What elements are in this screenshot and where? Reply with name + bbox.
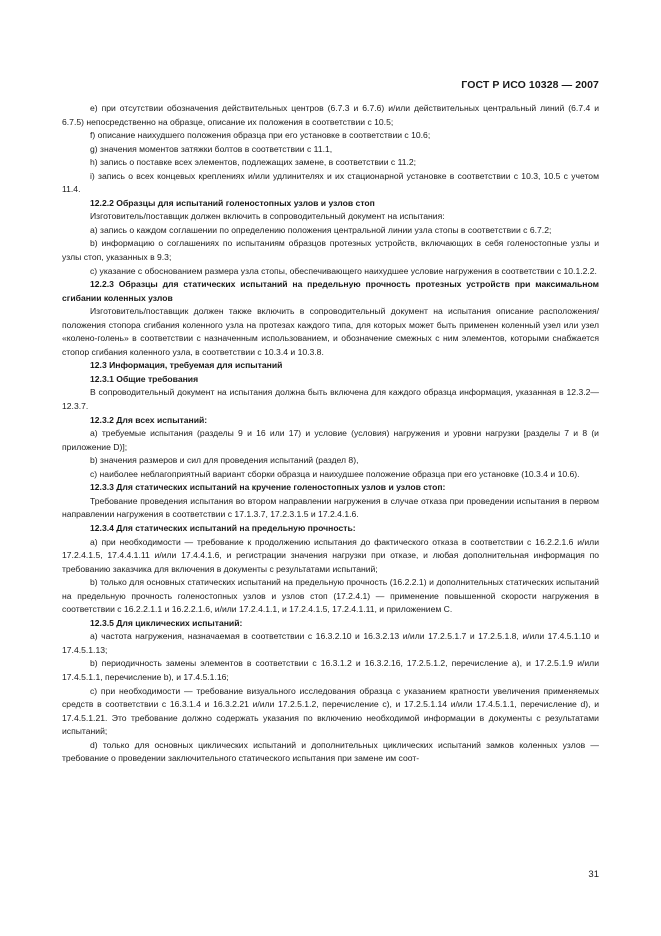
body-paragraph: g) значения моментов затяжки болтов в соответствии с 11.1, bbox=[90, 143, 333, 154]
body-paragraph: a) запись о каждом соглашении по определению положения центральной линии узла стопы в соответствии с 6.7.2; bbox=[90, 224, 552, 235]
section-heading: 12.3.2 Для всех испытаний: bbox=[90, 414, 208, 425]
body-paragraph: b) значения размеров и сил для проведения испытаний (раздел 8), bbox=[90, 455, 359, 466]
body-paragraph: c) при необходимости — требование визуального исследования образца с указанием кратности увеличения применяемых средств в соответствии с 16.3.1.4 и 16.3.2.21 и/или 17.2.5.1.2, перечисление c), и 17.2.5.1.14 и/или 17.4.5.1.1, перечисление d), и 17.4.5.1.21. Это требование должно содержать указания по включению необходимой информации в документы с результатами испытаний; bbox=[62, 685, 599, 737]
body-paragraph: В сопроводительный документ на испытания должна быть включена для каждого образца информация, указанная в 12.3.2—12.3.7. bbox=[62, 387, 599, 412]
page-number: 31 bbox=[588, 869, 599, 880]
section-heading: 12.3.3 Для статических испытаний на кручение голеностопных узлов и узлов стоп: bbox=[90, 482, 446, 493]
body-paragraph: b) периодичность замены элементов в соответствии с 16.3.1.2 и 16.3.2.16, 17.2.5.1.2, перечисление а), и 17.2.5.1.9 и/или 17.4.5.1.1, перечисление b), и 17.4.5.1.16; bbox=[62, 658, 599, 682]
section-heading: 12.3.4 Для статических испытаний на предельную прочность: bbox=[90, 522, 356, 533]
section-heading: 12.3 Информация, требуемая для испытаний bbox=[90, 360, 283, 371]
body-paragraph: d) только для основных циклических испытаний и дополнительных циклических испытаний замков коленных узлов — требование о проведении заключительного статического испытания при замене им соот- bbox=[62, 739, 599, 764]
body-paragraph: b) информацию о соглашениях по испытаниям образцов протезных устройств, включающих в себя голеностопные узлы и узлы стоп, указанных в 9.3; bbox=[62, 238, 599, 263]
body-paragraph: Изготовитель/поставщик должен также включить в сопроводительный документ на испытания описание расположения/положения стопора сгибания коленного узла на протезах каждого типа, для которых может быть применен коленный узел или узел «колено-голень» в соответствии с назначенным использованием, и обозначение смежных с ним элементов, которыми снабжается стопор сгибания коленного узла, в соответствии с 10.3.4 и 10.3.8. bbox=[62, 306, 599, 357]
body-paragraph: b) только для основных статических испытаний на предельную прочность (16.2.2.1) и дополнительных статических испытаний на предельную прочность голеностопных узлов и узлов стоп (17.2.4.1) — применение повышенной скорости нагружения в соответствии с 16.2.2.1.1 и 16.2.2.1.6, и/или 17.2.4.1.1, и 17.2.4.1.5, 17.2.4.1.11, и приложением C. bbox=[62, 577, 599, 615]
document-header: ГОСТ Р ИСО 10328 — 2007 bbox=[461, 79, 599, 91]
document-body bbox=[62, 102, 599, 766]
body-paragraph: Требование проведения испытания во втором направлении нагружения в случае отказа при проведении испытания в первом направлении нагружения в соответствии с 17.1.3.7, 17.2.3.1.5 и 17.2.4.1.6. bbox=[62, 495, 599, 520]
body-paragraph: a) частота нагружения, назначаемая в соответствии с 16.3.2.10 и 16.3.2.13 и/или 17.2.5.1.7 и 17.2.5.1.8, и/или 17.4.5.1.10 и 17.4.5.1.13; bbox=[62, 631, 599, 655]
section-heading: 12.2.3 Образцы для статических испытаний на предельную прочность протезных устройств при максимальном сгибании коленных узлов bbox=[62, 279, 599, 303]
body-paragraph: Изготовитель/поставщик должен включить в сопроводительный документ на испытания: bbox=[90, 211, 445, 222]
body-paragraph: a) требуемые испытания (разделы 9 и 16 или 17) и условие (условия) нагружения и уровни нагрузки [разделы 7 и 8 (и приложение D)]; bbox=[62, 428, 599, 452]
body-paragraph: c) наиболее неблагоприятный вариант сборки образца и наихудшее положение образца при его установке (10.3.4 и 10.6). bbox=[90, 468, 580, 479]
body-paragraph: i) запись о всех концевых креплениях и/или удлинителях и их стационарной установке в соответствии с 10.3, 10.5 с учетом 11.4. bbox=[62, 170, 599, 195]
body-paragraph: e) при отсутствии обозначения действительных центров (6.7.3 и 6.7.6) и/или действительных центральный линий (6.7.4 и 6.7.5) непосредственно на образце, описание их положения в соответствии с 10.5; bbox=[62, 103, 599, 127]
section-heading: 12.3.1 Общие требования bbox=[90, 373, 199, 384]
body-paragraph: h) запись о поставке всех элементов, подлежащих замене, в соответствии с 11.2; bbox=[90, 157, 417, 168]
body-paragraph: a) при необходимости — требование к продолжению испытания до фактического отказа в соответствии с 16.2.2.1.6 и/или 17.2.4.1.5, 17.4.4.1.11 и/или 17.4.4.1.6, и регистрации значения нагрузки при отказе, и любая дополнительная информация по требованию заказчика для включения в документы с результатами испытаний; bbox=[62, 536, 599, 574]
section-heading: 12.3.5 Для циклических испытаний: bbox=[90, 617, 243, 628]
section-heading: 12.2.2 Образцы для испытаний голеностопных узлов и узлов стоп bbox=[90, 197, 375, 208]
body-paragraph: f) описание наихудшего положения образца при его установке в соответствии с 10.6; bbox=[90, 130, 431, 141]
body-paragraph: c) указание с обоснованием размера узла стопы, обеспечивающего наихудшее условие нагружения в соответствии с 10.1.2.2. bbox=[90, 265, 597, 276]
